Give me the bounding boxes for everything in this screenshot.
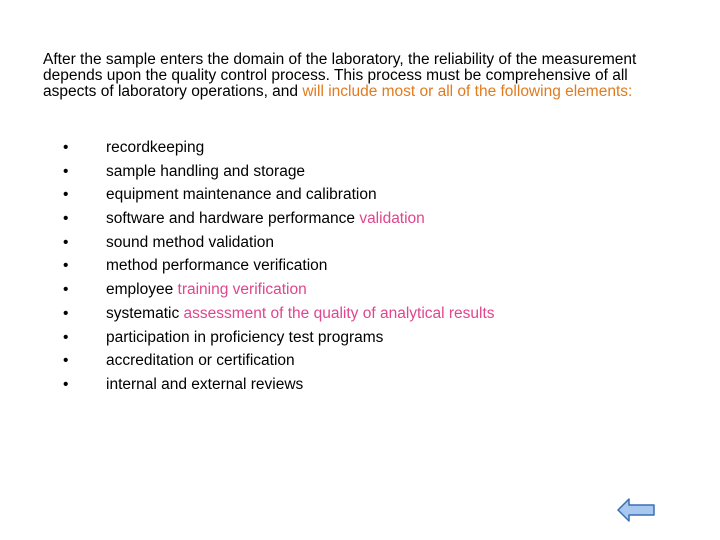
list-item [63, 326, 495, 350]
bullet: • [63, 162, 69, 180]
quality-elements-list [63, 136, 495, 397]
item-text: accreditation or certification [106, 352, 295, 370]
item-text: internal and external reviews [106, 375, 304, 393]
bullet: • [63, 281, 69, 299]
bullet: • [63, 304, 69, 322]
bullet: • [63, 352, 69, 370]
list-item [63, 207, 495, 231]
item-text: equipment maintenance and calibration [106, 186, 377, 204]
bullet: • [63, 139, 69, 156]
left-arrow-icon [616, 497, 656, 523]
bullet: • [63, 257, 69, 275]
item-highlight: training verification [177, 281, 307, 299]
item-text: sound method validation [106, 233, 275, 251]
item-highlight: validation [359, 210, 425, 228]
list-item [63, 302, 495, 326]
list-item [63, 160, 495, 184]
bullet: • [63, 233, 69, 251]
back-button[interactable] [616, 497, 656, 523]
item-text: recordkeeping [106, 139, 205, 156]
list-item [63, 254, 495, 278]
item-text: method performance verification [106, 257, 328, 275]
intro-text: After the sample enters the domain of the laboratory, the reliability of the measurement depends upon the quality control process. This process must be comprehensive of all aspects of laboratory operations, and [43, 51, 637, 100]
list-item [63, 231, 495, 255]
item-text: systematic [106, 304, 184, 322]
bullet: • [63, 328, 69, 346]
bullet: • [63, 375, 69, 393]
item-highlight: assessment of the quality of analytical results [183, 304, 495, 322]
list-item [63, 183, 495, 207]
bullet: • [63, 186, 69, 204]
list-item [63, 349, 495, 373]
list-item [63, 136, 495, 160]
item-text: employee [106, 281, 178, 299]
list-item [63, 278, 495, 302]
intro-paragraph [43, 52, 683, 100]
intro-highlight: will include most or all of the following elements: [302, 83, 633, 100]
bullet: • [63, 210, 69, 228]
list-item [63, 373, 495, 397]
item-text: participation in proficiency test programs [106, 328, 384, 346]
item-text: sample handling and storage [106, 162, 306, 180]
item-text: software and hardware performance [106, 210, 360, 228]
